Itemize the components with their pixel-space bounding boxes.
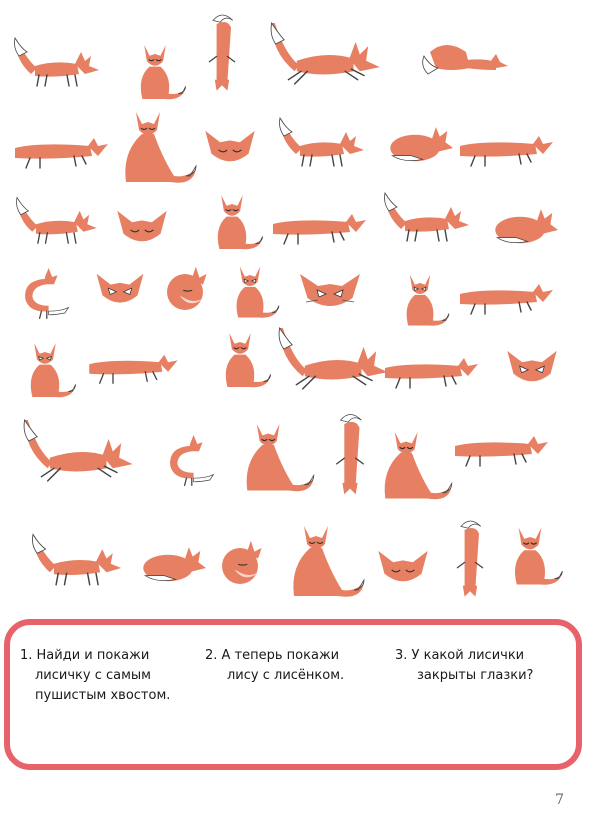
fox-6 bbox=[15, 138, 108, 168]
fox-29 bbox=[385, 358, 478, 388]
fox-1 bbox=[15, 38, 100, 86]
fox-11 bbox=[460, 136, 553, 166]
fox-4 bbox=[271, 23, 380, 84]
fox-7 bbox=[125, 112, 196, 183]
fox-35 bbox=[385, 432, 452, 499]
fox-10 bbox=[390, 127, 453, 161]
fox-23 bbox=[407, 275, 449, 326]
task-1-line-3: пушистым хвостом. bbox=[35, 688, 171, 703]
fox-3 bbox=[209, 15, 234, 91]
fox-41 bbox=[378, 551, 427, 581]
fox-16 bbox=[385, 193, 470, 241]
fox-12 bbox=[17, 198, 97, 244]
task-1-line-2: лисичку с самым bbox=[35, 668, 151, 683]
task-3-line-1: 3. У какой лисички bbox=[395, 648, 525, 663]
fox-27 bbox=[226, 333, 271, 387]
fox-2 bbox=[141, 45, 186, 99]
fox-32 bbox=[170, 435, 213, 485]
task-3 bbox=[395, 646, 533, 686]
task-2-line-2: лису с лисёнком. bbox=[227, 668, 345, 683]
task-3-line-2: закрыты глазки? bbox=[417, 668, 534, 683]
fox-9 bbox=[280, 118, 365, 166]
task-2-line-1: 2. А теперь покажи bbox=[205, 648, 340, 663]
task-1 bbox=[20, 646, 170, 706]
fox-33 bbox=[247, 424, 314, 491]
fox-15 bbox=[273, 214, 366, 244]
fox-28 bbox=[279, 328, 388, 389]
fox-31 bbox=[24, 420, 133, 481]
fox-24 bbox=[460, 284, 553, 314]
fox-14 bbox=[218, 195, 263, 249]
fox-34 bbox=[337, 415, 364, 495]
fox-30 bbox=[507, 351, 556, 381]
fox-43 bbox=[515, 528, 562, 585]
fox-19 bbox=[97, 274, 144, 303]
fox-26 bbox=[89, 355, 177, 384]
task-1-line-1: 1. Найди и покажи bbox=[20, 648, 150, 663]
task-2 bbox=[205, 646, 344, 686]
fox-42 bbox=[457, 521, 482, 597]
fox-37 bbox=[32, 534, 121, 584]
fox-39 bbox=[222, 541, 262, 584]
fox-25 bbox=[31, 343, 76, 397]
fox-13 bbox=[117, 211, 166, 241]
fox-5 bbox=[423, 45, 508, 74]
fox-38 bbox=[143, 547, 206, 581]
fox-36 bbox=[455, 436, 548, 466]
fox-21 bbox=[237, 267, 279, 318]
fox-8 bbox=[205, 131, 254, 161]
fox-18 bbox=[25, 268, 68, 318]
fox-40 bbox=[293, 526, 364, 597]
fox-20 bbox=[167, 267, 207, 310]
page-number: 7 bbox=[555, 792, 564, 808]
fox-17 bbox=[495, 209, 558, 243]
fox-22 bbox=[300, 274, 360, 306]
